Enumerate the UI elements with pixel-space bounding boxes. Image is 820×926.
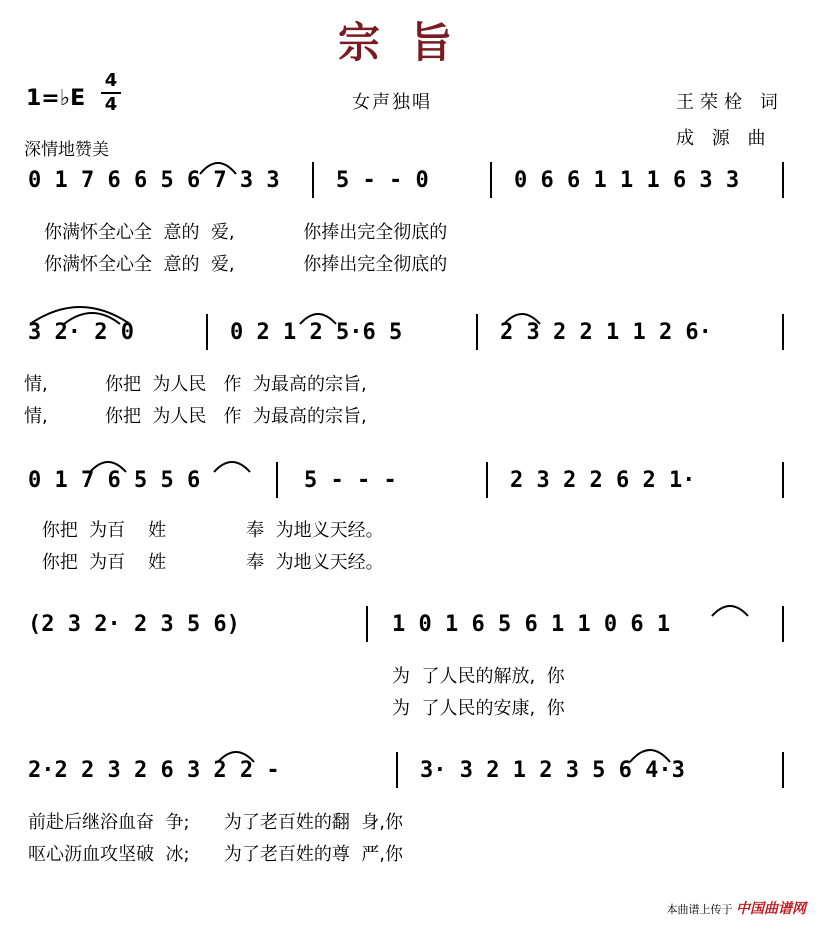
footer-site-logo: 中国曲谱网: [736, 901, 806, 917]
expression-mark: 深情地赞美: [24, 140, 109, 160]
slur-marks: [0, 468, 820, 508]
measure-1: 3 2· 2 0: [28, 320, 134, 345]
measure-2: 3· 3 2 1 2 3 5 6 4·3: [420, 758, 685, 783]
lyrics-verse-1: 你满怀全心全 意的 爱, 你捧出完全彻底的: [44, 222, 448, 243]
slur-marks: [0, 168, 820, 208]
time-sig-top: 4: [104, 70, 118, 91]
footer-credit: [667, 898, 807, 918]
measure-1: 0 1 7 6 5 5 6: [28, 468, 201, 493]
measure-2: 1 0 1 6 5 6 1 1 0 6 1: [392, 612, 671, 637]
lyrics-verse-2: 你满怀全心全 意的 爱, 你捧出完全彻底的: [44, 254, 448, 275]
lyricist-credit: 王荣栓 词: [676, 92, 784, 113]
key-signature: 1=♭E: [26, 86, 86, 111]
lyrics-verse-1: 情, 你把 为人民 作 为最高的宗旨,: [24, 374, 367, 395]
measure-3: 2 3 2 2 1 1 2 6·: [500, 320, 712, 345]
lyrics-verse-1: 前赴后继浴血奋 争; 为了老百姓的翻 身,你: [28, 812, 404, 833]
measure-2: 5 - - 0: [336, 168, 429, 193]
lyrics-verse-2: 你把 为百 姓 奉 为地义天经。: [36, 552, 384, 573]
measure-3: 2 3 2 2 6 2 1·: [510, 468, 696, 493]
lyrics-verse-2: 为 了人民的安康, 你: [392, 698, 565, 719]
slur-marks: [0, 612, 820, 652]
measure-1: (2 3 2· 2 3 5 6): [28, 612, 240, 637]
subtitle: 女声独唱: [352, 92, 432, 113]
time-sig-bottom: 4: [104, 94, 118, 115]
measure-3: 0 6 6 1 1 1 6 3 3: [514, 168, 740, 193]
lyrics-verse-2: 情, 你把 为人民 作 为最高的宗旨,: [24, 406, 367, 427]
lyrics-verse-1: 为 了人民的解放, 你: [392, 666, 565, 687]
lyrics-verse-1: 你把 为百 姓 奉 为地义天经。: [36, 520, 384, 541]
measure-1: 2·2 2 3 2 6 3 2 2 -: [28, 758, 280, 783]
measure-2: 0 2 1 2 5·6 5: [230, 320, 403, 345]
slur-marks: [0, 758, 820, 798]
measure-1: 0 1 7 6 6 5 6 7 3 3: [28, 168, 280, 193]
lyrics-verse-2: 呕心沥血攻坚破 冰; 为了老百姓的尊 严,你: [28, 844, 404, 865]
slur-marks: [0, 320, 820, 360]
song-title: 宗旨: [337, 18, 482, 67]
footer-text: 本曲谱上传于: [666, 903, 733, 916]
measure-2: 5 - - -: [304, 468, 397, 493]
time-signature: [101, 70, 121, 116]
composer-credit: 成 源 曲: [676, 128, 772, 149]
